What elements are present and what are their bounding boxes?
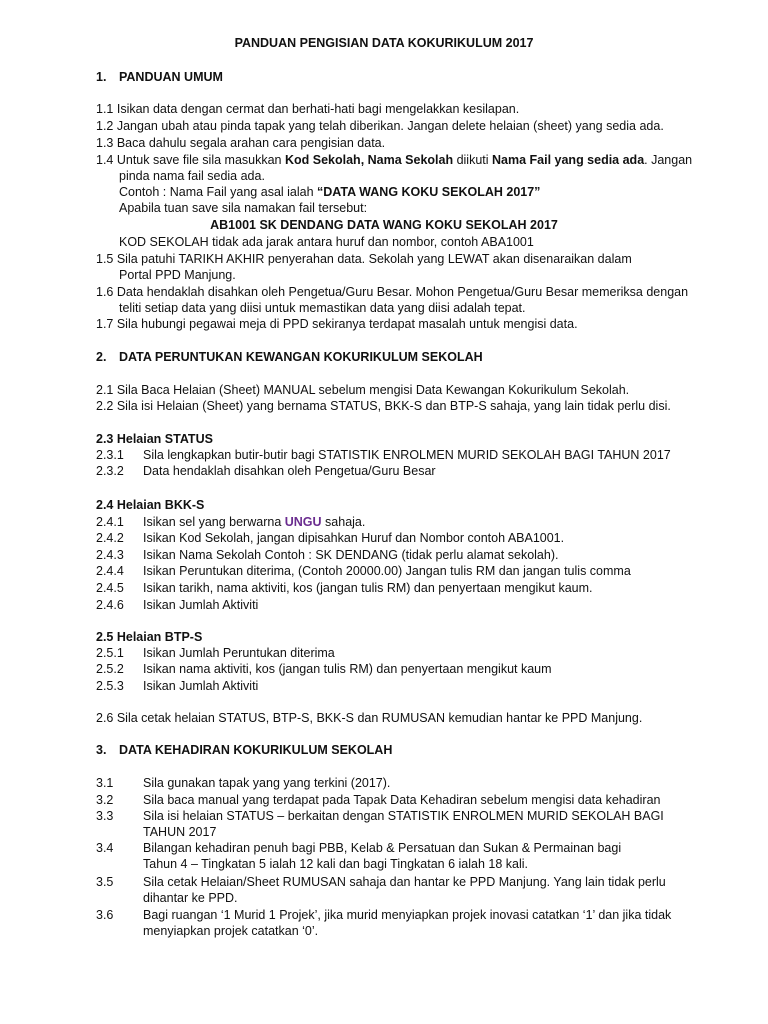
- section-3-heading: DATA KEHADIRAN KOKURIKULUM SEKOLAH: [119, 743, 393, 757]
- ungu-label: UNGU: [284, 515, 322, 529]
- item-1-6: 1.6 Data hendaklah disahkan oleh Pengetua/Guru Besar. Mohon Pengetua/Guru Besar memeriksa dengan: [96, 285, 689, 299]
- item-2-4-6-number: 2.4.6: [96, 598, 124, 612]
- item-2-5-1-number: 2.5.1: [96, 646, 124, 660]
- item-3-4-number: 3.4: [96, 841, 114, 855]
- item-3-1: Sila gunakan tapak yang yang terkini (2017).: [143, 776, 391, 790]
- item-2-3-1-number: 2.3.1: [96, 448, 124, 462]
- document-title: PANDUAN PENGISIAN DATA KOKURIKULUM 2017: [234, 36, 534, 50]
- item-2-5-1: Isikan Jumlah Peruntukan diterima: [143, 646, 335, 660]
- item-2-4-3-number: 2.4.3: [96, 548, 124, 562]
- item-1-1: 1.1 Isikan data dengan cermat dan berhati-hati bagi mengelakkan kesilapan.: [96, 102, 520, 116]
- item-2-4-1: Isikan sel yang berwarna UNGU sahaja.: [143, 515, 366, 529]
- item-2-5-2-number: 2.5.2: [96, 662, 124, 676]
- section-1-heading: PANDUAN UMUM: [119, 70, 223, 84]
- item-1-4-filename: AB1001 SK DENDANG DATA WANG KOKU SEKOLAH 2017: [210, 218, 558, 232]
- section-2-number: 2.: [96, 350, 107, 364]
- item-3-3-cont: TAHUN 2017: [143, 825, 217, 839]
- subsection-2-3-heading: 2.3 Helaian STATUS: [96, 432, 213, 446]
- item-3-2-number: 3.2: [96, 793, 114, 807]
- item-2-4-6: Isikan Jumlah Aktiviti: [143, 598, 259, 612]
- item-2-4-4: Isikan Peruntukan diterima, (Contoh 20000.00) Jangan tulis RM dan jangan tulis comma: [143, 564, 631, 578]
- item-3-5: Sila cetak Helaian/Sheet RUMUSAN sahaja dan hantar ke PPD Manjung. Yang lain tidak perlu: [143, 875, 666, 889]
- item-1-2: 1.2 Jangan ubah atau pinda tapak yang telah diberikan. Jangan delete helaian (sheet) yang sedia ada.: [96, 119, 664, 133]
- subsection-2-5-heading: 2.5 Helaian BTP-S: [96, 630, 203, 644]
- item-2-4-5: Isikan tarikh, nama aktiviti, kos (jangan tulis RM) dan penyertaan mengikut kaum.: [143, 581, 593, 595]
- item-3-6: Bagi ruangan ‘1 Murid 1 Projek’, jika murid menyiapkan projek inovasi catatkan ‘1’ dan jika tidak: [143, 908, 672, 922]
- item-1-4-note: KOD SEKOLAH tidak ada jarak antara huruf dan nombor, contoh ABA1001: [119, 235, 534, 249]
- item-3-5-cont: dihantar ke PPD.: [143, 891, 238, 905]
- item-2-4-2: Isikan Kod Sekolah, jangan dipisahkan Huruf dan Nombor contoh ABA1001.: [143, 531, 565, 545]
- item-1-4-example: Contoh : Nama Fail yang asal ialah “DATA WANG KOKU SEKOLAH 2017”: [119, 185, 541, 199]
- item-3-6-cont: menyiapkan projek catatkan ‘0’.: [143, 924, 319, 938]
- item-2-3-2-number: 2.3.2: [96, 464, 124, 478]
- item-2-3-2: Data hendaklah disahkan oleh Pengetua/Guru Besar: [143, 464, 436, 478]
- item-2-4-1-number: 2.4.1: [96, 515, 124, 529]
- item-2-4-4-number: 2.4.4: [96, 564, 124, 578]
- item-2-3-1: Sila lengkapkan butir-butir bagi STATISTIK ENROLMEN MURID SEKOLAH BAGI TAHUN 2017: [143, 448, 671, 462]
- item-1-7: 1.7 Sila hubungi pegawai meja di PPD sekiranya terdapat masalah untuk mengisi data.: [96, 317, 578, 331]
- item-3-4: Bilangan kehadiran penuh bagi PBB, Kelab & Persatuan dan Sukan & Permainan bagi: [143, 841, 622, 855]
- item-2-4-3: Isikan Nama Sekolah Contoh : SK DENDANG (tidak perlu alamat sekolah).: [143, 548, 559, 562]
- item-3-3-number: 3.3: [96, 809, 114, 823]
- item-2-5-2: Isikan nama aktiviti, kos (jangan tulis RM) dan penyertaan mengikut kaum: [143, 662, 552, 676]
- item-1-3: 1.3 Baca dahulu segala arahan cara pengisian data.: [96, 136, 386, 150]
- item-2-2: 2.2 Sila isi Helaian (Sheet) yang bernama STATUS, BKK-S dan BTP-S sahaja, yang lain tidak perlu disi.: [96, 399, 671, 413]
- item-1-4-instruction: Apabila tuan save sila namakan fail tersebut:: [119, 201, 368, 215]
- item-1-4-cont: pinda nama fail sedia ada.: [119, 169, 265, 183]
- item-2-5-3: Isikan Jumlah Aktiviti: [143, 679, 259, 693]
- section-1-number: 1.: [96, 70, 107, 84]
- item-3-2: Sila baca manual yang terdapat pada Tapak Data Kehadiran sebelum mengisi data kehadiran: [143, 793, 661, 807]
- item-2-5-3-number: 2.5.3: [96, 679, 124, 693]
- item-1-4: 1.4 Untuk save file sila masukkan Kod Sekolah, Nama Sekolah diikuti Nama Fail yang sedia ada. Jangan: [96, 153, 693, 167]
- item-3-5-number: 3.5: [96, 875, 114, 889]
- item-1-5: 1.5 Sila patuhi TARIKH AKHIR penyerahan data. Sekolah yang LEWAT akan disenaraikan dalam: [96, 252, 632, 266]
- item-2-4-5-number: 2.4.5: [96, 581, 124, 595]
- section-3-number: 3.: [96, 743, 107, 757]
- item-1-5-cont: Portal PPD Manjung.: [119, 268, 236, 282]
- item-3-6-number: 3.6: [96, 908, 114, 922]
- subsection-2-4-heading: 2.4 Helaian BKK-S: [96, 498, 205, 512]
- item-1-6-cont: teliti setiap data yang diisi untuk memastikan data yang diisi adalah tepat.: [119, 301, 526, 315]
- item-2-4-2-number: 2.4.2: [96, 531, 124, 545]
- item-3-1-number: 3.1: [96, 776, 114, 790]
- item-3-4-cont: Tahun 4 – Tingkatan 5 ialah 12 kali dan bagi Tingkatan 6 ialah 18 kali.: [143, 857, 528, 871]
- item-3-3: Sila isi helaian STATUS – berkaitan dengan STATISTIK ENROLMEN MURID SEKOLAH BAGI: [143, 809, 664, 823]
- item-2-1: 2.1 Sila Baca Helaian (Sheet) MANUAL sebelum mengisi Data Kewangan Kokurikulum Sekolah.: [96, 383, 630, 397]
- section-2-heading: DATA PERUNTUKAN KEWANGAN KOKURIKULUM SEKOLAH: [119, 350, 483, 364]
- item-2-6: 2.6 Sila cetak helaian STATUS, BTP-S, BKK-S dan RUMUSAN kemudian hantar ke PPD Manjung.: [96, 711, 643, 725]
